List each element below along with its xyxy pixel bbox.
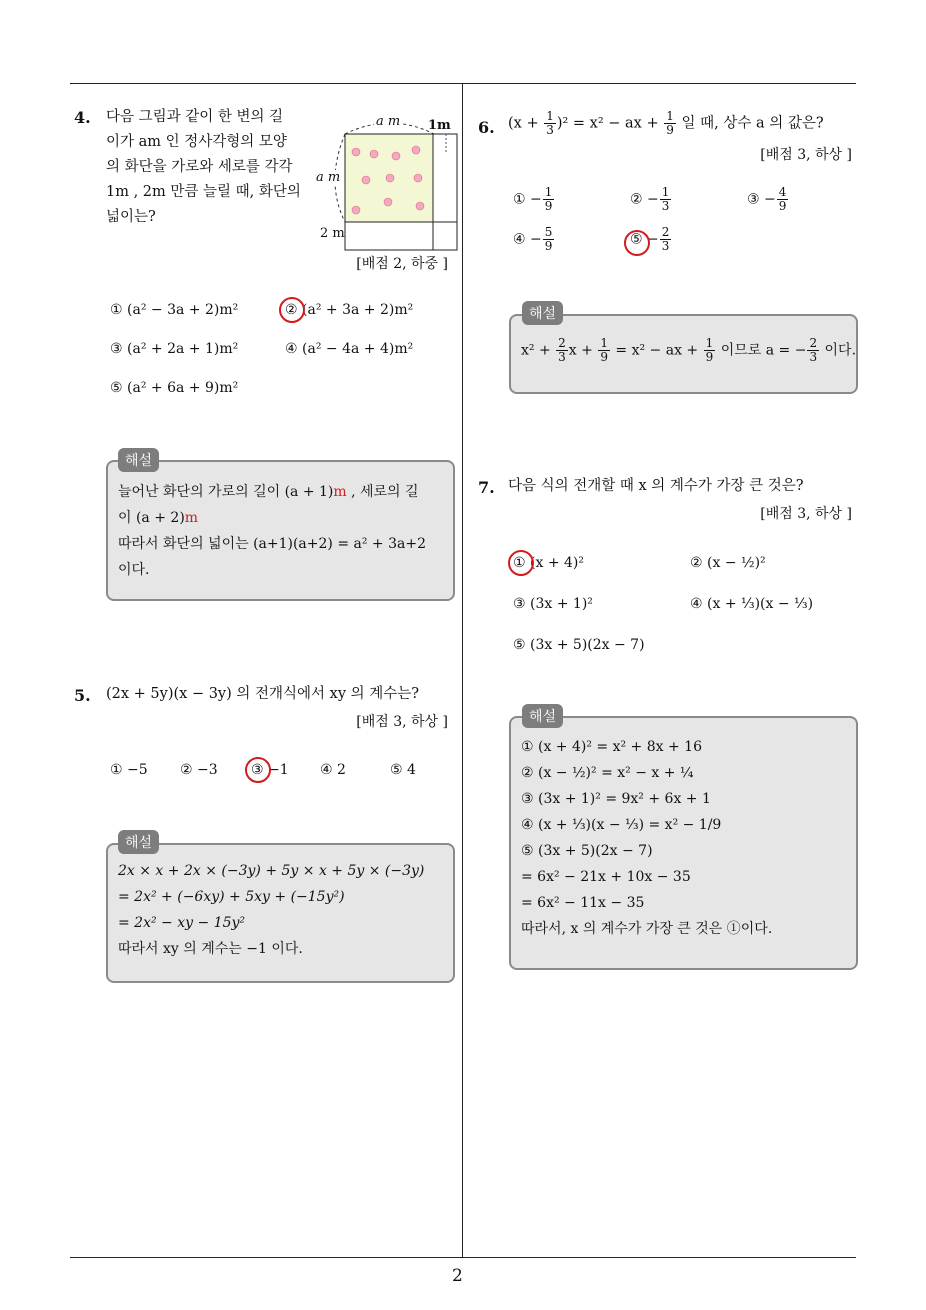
figure-label-bottom-left: 2 m <box>320 226 345 241</box>
q5-option-4[interactable]: ④ 2 <box>320 762 346 778</box>
q7-solution-body: ① (x + 4)² = x² + 8x + 16 ② (x − ½)² = x² − x + ¼ ③ (3x + 1)² = 9x² + 6x + 1 ④ (x + ⅓)(x − ⅓) = x² − 1/9 ⑤ (3x + 5)(2x − 7) = 6x² − 21x + 10x − 35 = 6x² − 11x − 35 따라서, x 의 계수가 가장 큰 것은 ①이다. <box>521 739 773 937</box>
q4-solution-body: 늘어난 화단의 가로의 길이 (a + 1)m , 세로의 길 이 (a + 2)m 따라서 화단의 넓이는 (a+1)(a+2) = a² + 3a+2 이다. <box>118 484 426 578</box>
answer-circle-q4 <box>279 297 305 323</box>
q6-score: [배점 3, 하상 ] <box>760 147 852 163</box>
top-rule <box>70 83 856 84</box>
q4-option-1[interactable]: ① (a² − 3a + 2)m² <box>110 302 239 318</box>
q4-option-5[interactable]: ⑤ (a² + 6a + 9)m² <box>110 380 239 396</box>
q4-score: [배점 2, 하중 ] <box>356 256 448 272</box>
answer-circle-q5 <box>245 757 271 783</box>
figure-label-left: a m <box>316 170 341 185</box>
q7-option-5[interactable]: ⑤ (3x + 5)(2x − 7) <box>513 637 645 653</box>
q4-solution-tag: 해설 <box>118 448 159 472</box>
figure-label-top: a m <box>376 114 401 129</box>
q6-option-3[interactable]: ③ − $\frac{4}{9}$ <box>747 185 787 213</box>
q5-solution-body: 2x × x + 2x × (−3y) + 5y × x + 5y × (−3y) = 2x² + (−6xy) + 5xy + (−15y²) = 2x² − xy − 15y² 따라서 xy 의 계수는 −1 이다. <box>118 863 425 957</box>
q4-option-2[interactable]: ② (a² + 3a + 2)m² <box>285 302 414 318</box>
q6-option-2[interactable]: ② − $\frac{1}{3}$ <box>630 185 670 213</box>
q4-text: 다음 그림과 같이 한 변의 길 이가 am 인 정사각형의 모양 의 화단을 가로와 세로를 각각 1m , 2m 만큼 늘릴 때, 화단의 넓이는? <box>106 109 301 225</box>
q7-option-3[interactable]: ③ (3x + 1)² <box>513 596 593 612</box>
q6-solution-body: x² + $\frac{2}{3}$ x + $\frac{1}{9}$ = x² − ax + $\frac{1}{9}$ 이므로 a = − $\frac{2}{3}$ 이다. <box>521 336 857 364</box>
q6-option-4[interactable]: ④ − $\frac{5}{9}$ <box>513 225 553 253</box>
q5-text: (2x + 5y)(x − 3y) 의 전개식에서 xy 의 계수는? <box>106 686 420 702</box>
q4-number: 4. <box>74 108 91 127</box>
figure-label-right-top: 1m <box>428 118 451 133</box>
q7-solution-tag: 해설 <box>522 704 563 728</box>
page-number: 2 <box>452 1266 463 1286</box>
q6-option-5[interactable]: ⑤ − $\frac{2}{3}$ <box>630 225 670 253</box>
q7-text: 다음 식의 전개할 때 x 의 계수가 가장 큰 것은? <box>508 478 804 494</box>
q7-option-1[interactable]: ① (x + 4)² <box>513 555 584 571</box>
q5-option-2[interactable]: ② −3 <box>180 762 218 778</box>
bottom-rule <box>70 1257 856 1258</box>
q5-score: [배점 3, 하상 ] <box>356 714 448 730</box>
column-divider <box>462 83 463 1258</box>
q6-text: (x + $\frac{1}{3}$ )² = x² − ax + $\frac{1}{9}$ 일 때, 상수 a 의 값은? <box>508 109 824 137</box>
q7-option-2[interactable]: ② (x − ½)² <box>690 555 766 571</box>
q6-solution-tag: 해설 <box>522 301 563 325</box>
q4-figure <box>310 112 458 262</box>
q4-option-4[interactable]: ④ (a² − 4a + 4)m² <box>285 341 414 357</box>
q5-option-3[interactable]: ③ −1 <box>251 762 289 778</box>
q5-option-5[interactable]: ⑤ 4 <box>390 762 416 778</box>
q4-option-3[interactable]: ③ (a² + 2a + 1)m² <box>110 341 239 357</box>
q5-number: 5. <box>74 686 91 705</box>
q6-option-1[interactable]: ① − $\frac{1}{9}$ <box>513 185 553 213</box>
q5-option-1[interactable]: ① −5 <box>110 762 148 778</box>
q7-score: [배점 3, 하상 ] <box>760 506 852 522</box>
q7-option-4[interactable]: ④ (x + ⅓)(x − ⅓) <box>690 596 814 612</box>
q6-number: 6. <box>478 118 495 137</box>
answer-circle-q6 <box>624 230 650 256</box>
answer-circle-q7 <box>508 550 534 576</box>
q5-solution-tag: 해설 <box>118 830 159 854</box>
q7-number: 7. <box>478 478 495 497</box>
